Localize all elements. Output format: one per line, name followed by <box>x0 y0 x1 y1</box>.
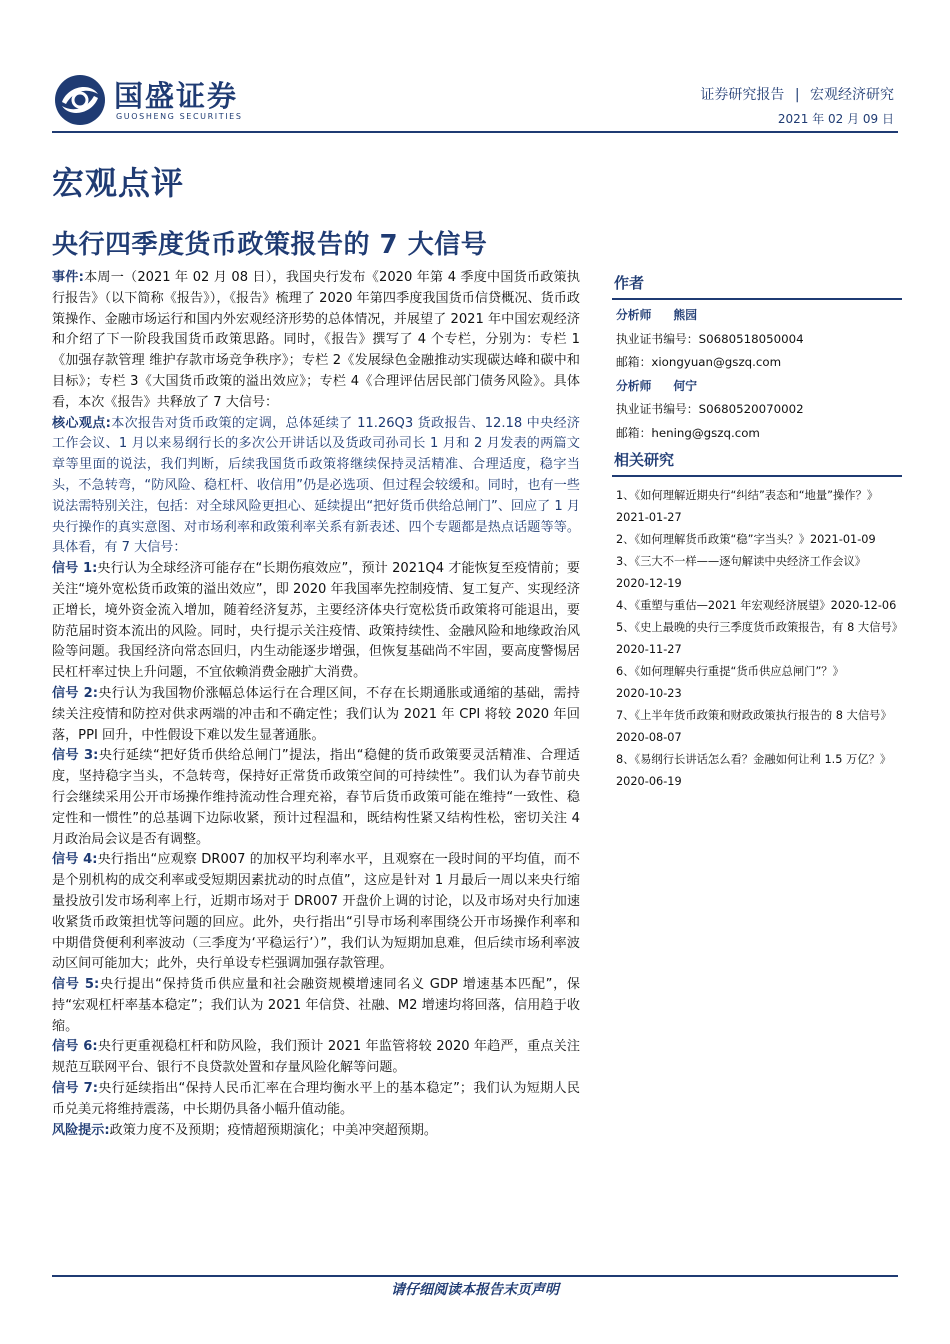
report-type: 证券研究报告 <box>700 87 785 103</box>
author-list <box>612 300 902 445</box>
cert-number: S0680520070002 <box>698 402 804 416</box>
author-cert-line <box>616 398 902 422</box>
paragraph-text: 本周一（2021 年 02 月 08 日），我国央行发布《2020 年第 4 季度中国货币政策执行报告》（以下简称《报告》），《报告》梳理了 2020 年第四季度我国货币信贷概况、货币政策操作、金融市场运行和国内外宏观经济形势的总体情况，并展望了 2021 年中国宏观经济和介绍了下一阶段我国货币政策思路。同时，《报告》撰写了 4 个专栏，分别为：专栏 1《加强存款管理 维护存款市场竞争秩序》；专栏 2《发展绿色金融推动实现碳达峰和碳中和目标》；专栏 3《大国货币政策的溢出效应》；专栏 4《合理评估居民部门债务风险》。具体看，本次《报告》共释放了 7 大信号： <box>52 270 580 410</box>
author-name: 熊园 <box>673 308 698 322</box>
paragraph-text: 央行指出“应观察 DR007 的加权平均利率水平，且观察在一段时间的平均值，而不是个别机构的成交利率或受短期因素扰动的时点值”，这应是针对 1 月最后一周以来央行缩量投放引发市场利率上行，近期市场对于 DR007 开盘价上调的讨论，以及市场对央行加速收紧货币政策担忧等问题的回应。此外，央行指出“引导市场利率围绕公开市场操作利率和中期借贷便利利率波动（三季度为‘平稳运行’）”，我们认为短期加息难，但后续市场利率波动区间可能加大；此外，央行单设专栏强调加强存款管理。 <box>52 852 581 972</box>
author-role: 分析师 <box>616 308 652 322</box>
related-item[interactable]: 1、《如何理解近期央行“纠结”表态和“地量”操作？》 2021-01-27 <box>616 489 879 524</box>
report-title: 央行四季度货币政策报告的 7 大信号 <box>52 230 488 260</box>
email-label: 邮箱： <box>616 425 652 440</box>
paragraph-signal-4 <box>52 850 580 975</box>
author-email[interactable]: xiongyuan@gszq.com <box>651 355 782 369</box>
paragraph-label: 信号 6: <box>52 1039 98 1055</box>
logo-subtext: GUOSHENG SECURITIES <box>116 112 243 121</box>
paragraph-risk <box>52 1121 580 1142</box>
footer-divider <box>52 1275 898 1277</box>
author-email-line <box>616 351 902 375</box>
cert-label: 执业证书编号： <box>616 331 699 346</box>
related-item[interactable]: 5、《史上最晚的央行三季度货币政策报告，有 8 大信号》2020-11-27 <box>616 621 898 656</box>
paragraph-signal-7 <box>52 1079 580 1121</box>
cert-number: S0680518050004 <box>698 331 804 346</box>
paragraph-text: 央行延续指出“保持人民币汇率在合理均衡水平上的基本稳定”；我们认为短期人民币兑美元将维持震荡，中长期仍具备小幅升值动能。 <box>52 1081 580 1117</box>
author-name-line <box>616 375 902 399</box>
report-area: 宏观经济研究 <box>810 87 894 103</box>
paragraph-signal-1 <box>52 559 580 684</box>
header-separator: | <box>794 87 800 103</box>
sidebar <box>612 268 902 793</box>
paragraph-text: 政策力度不及预期；疫情超预期演化；中美冲突超预期。 <box>109 1122 437 1138</box>
logo-text: 国盛证券 <box>114 79 239 113</box>
paragraph-core-view <box>52 414 580 560</box>
paragraph-signal-3 <box>52 746 580 850</box>
report-category: 宏观点评 <box>52 164 185 202</box>
author-email[interactable]: hening@gszq.com <box>651 425 760 440</box>
paragraph-label: 风险提示: <box>52 1122 110 1138</box>
report-date: 2021 年 02 月 09 日 <box>777 112 894 126</box>
paragraph-label: 信号 1: <box>52 561 98 577</box>
author-role: 分析师 <box>616 378 652 393</box>
related-list <box>612 477 902 793</box>
authors-heading: 作者 <box>612 268 902 300</box>
paragraph-signal-2 <box>52 684 580 746</box>
main-body <box>52 268 580 1141</box>
paragraph-label: 信号 2: <box>52 685 98 701</box>
paragraph-signal-6 <box>52 1037 580 1079</box>
paragraph-label: 事件: <box>52 270 84 285</box>
paragraph-text: 央行认为我国物价涨幅总体运行在合理区间，不存在长期通胀或通缩的基础，需持续关注疫情和防控对供求两端的冲击和不确定性；我们认为 2021 年 CPI 将较 2020 年回落，PPI 回升，中性假设下难以发生显著通胀。 <box>52 685 581 743</box>
related-item[interactable]: 7、《上半年货币政策和财政政策执行报告的 8 大信号》 2020-08-07 <box>616 709 892 744</box>
cert-label: 执业证书编号： <box>616 402 699 416</box>
paragraph-label: 核心观点: <box>52 415 111 431</box>
author-name-line <box>616 304 902 328</box>
email-label: 邮箱： <box>616 355 652 369</box>
related-heading: 相关研究 <box>612 445 902 477</box>
paragraph-label: 信号 7: <box>52 1081 98 1097</box>
related-item[interactable]: 2、《如何理解货币政策“稳”字当头？》2021-01-09 <box>616 533 876 546</box>
paragraph-label: 信号 4: <box>52 852 98 868</box>
paragraph-text: 央行提出“保持货币供应量和社会融资规模增速同名义 GDP 增速基本匹配”，保持“宏观杠杆率基本稳定”；我们认为 2021 年信贷、社融、M2 增速均将回落，信用趋于收缩。 <box>52 977 581 1034</box>
author-cert-line <box>616 328 902 352</box>
guosheng-logo-icon <box>52 72 108 128</box>
paragraph-event <box>52 268 580 414</box>
paragraph-label: 信号 3: <box>52 748 99 764</box>
paragraph-signal-5 <box>52 975 580 1037</box>
author-name: 何宁 <box>673 378 698 393</box>
related-item[interactable]: 3、《三大不一样——逐句解读中央经济工作会议》 2020-12-19 <box>616 555 867 590</box>
paragraph-text: 本次报告对货币政策的定调，总体延续了 11.26Q3 货政报告、12.18 中央经济工作会议、1 月以来易纲行长的多次公开讲话以及货政司孙司长 1 月和 2 月发表的两篇文章等里面的说法，我们判断，后续我国货币政策将继续保持灵活精准、合理适度，稳字当头，不急转弯，“防风险、稳杠杆、收信用”仍是必选项、但过程会较缓和。同时，也有一些说法需特别关注，包括：对全球风险更担心、延续提出“把好货币供给总闸门”、回应了 1 月央行操作的真实意图、对市场利率和政策利率关系有新表述、四个专题都是热点话题等等。具体看，有 7 大信号： <box>52 415 580 556</box>
related-item[interactable]: 6、《如何理解央行重提“货币供应总闸门”？》 2020-10-23 <box>616 665 844 700</box>
header-divider <box>52 131 898 133</box>
footer-disclaimer: 请仔细阅读本报告末页声明 <box>391 1282 559 1298</box>
company-logo <box>52 70 312 130</box>
paragraph-text: 央行更重视稳杠杆和防风险，我们预计 2021 年监管将较 2020 年趋严，重点关注规范互联网平台、银行不良贷款处置和存量风险化解等问题。 <box>52 1039 581 1076</box>
report-type-line <box>700 84 894 104</box>
related-item[interactable]: 4、《重塑与重估—2021 年宏观经济展望》2020-12-06 <box>616 599 897 612</box>
related-item[interactable]: 8、《易纲行长讲话怎么看？金融如何让利 1.5 万亿？》 2020-06-19 <box>616 753 892 788</box>
paragraph-text: 央行延续“把好货币供给总闸门”提法，指出“稳健的货币政策要灵活精准、合理适度，坚持稳字当头，不急转弯，保持好正常货币政策空间的可持续性”。我们认为春节前央行会继续采用公开市场操作维持流动性合理充裕，春节后货币政策可能在维持“一致性、稳定性和一惯性”的总基调下边际收紧，预计过程温和，既结构性紧又结构性松，密切关注 4 月政治局会议是否有调整。 <box>52 748 580 847</box>
paragraph-text: 央行认为全球经济可能存在“长期伤痕效应”，预计 2021Q4 才能恢复至疫情前；要关注“境外宽松货币政策的溢出效应”，即 2020 年我国率先控制疫情、复工复产、实现经济正增长，境外资金流入增加，随着经济复苏，主要经济体央行宽松货币政策将可能退出，要防范届时资本流出的风险。同时，央行提示关注疫情、政策持续性、金融风险和地缘政治风险等问题。我国经济向常态回归，内生动能逐步增强，但恢复基础尚不牢固，要高度警惕居民杠杆率过快上升问题，不宜依赖消费金融扩大消费。 <box>52 561 580 681</box>
author-email-line <box>616 422 902 446</box>
paragraph-label: 信号 5: <box>52 977 100 993</box>
